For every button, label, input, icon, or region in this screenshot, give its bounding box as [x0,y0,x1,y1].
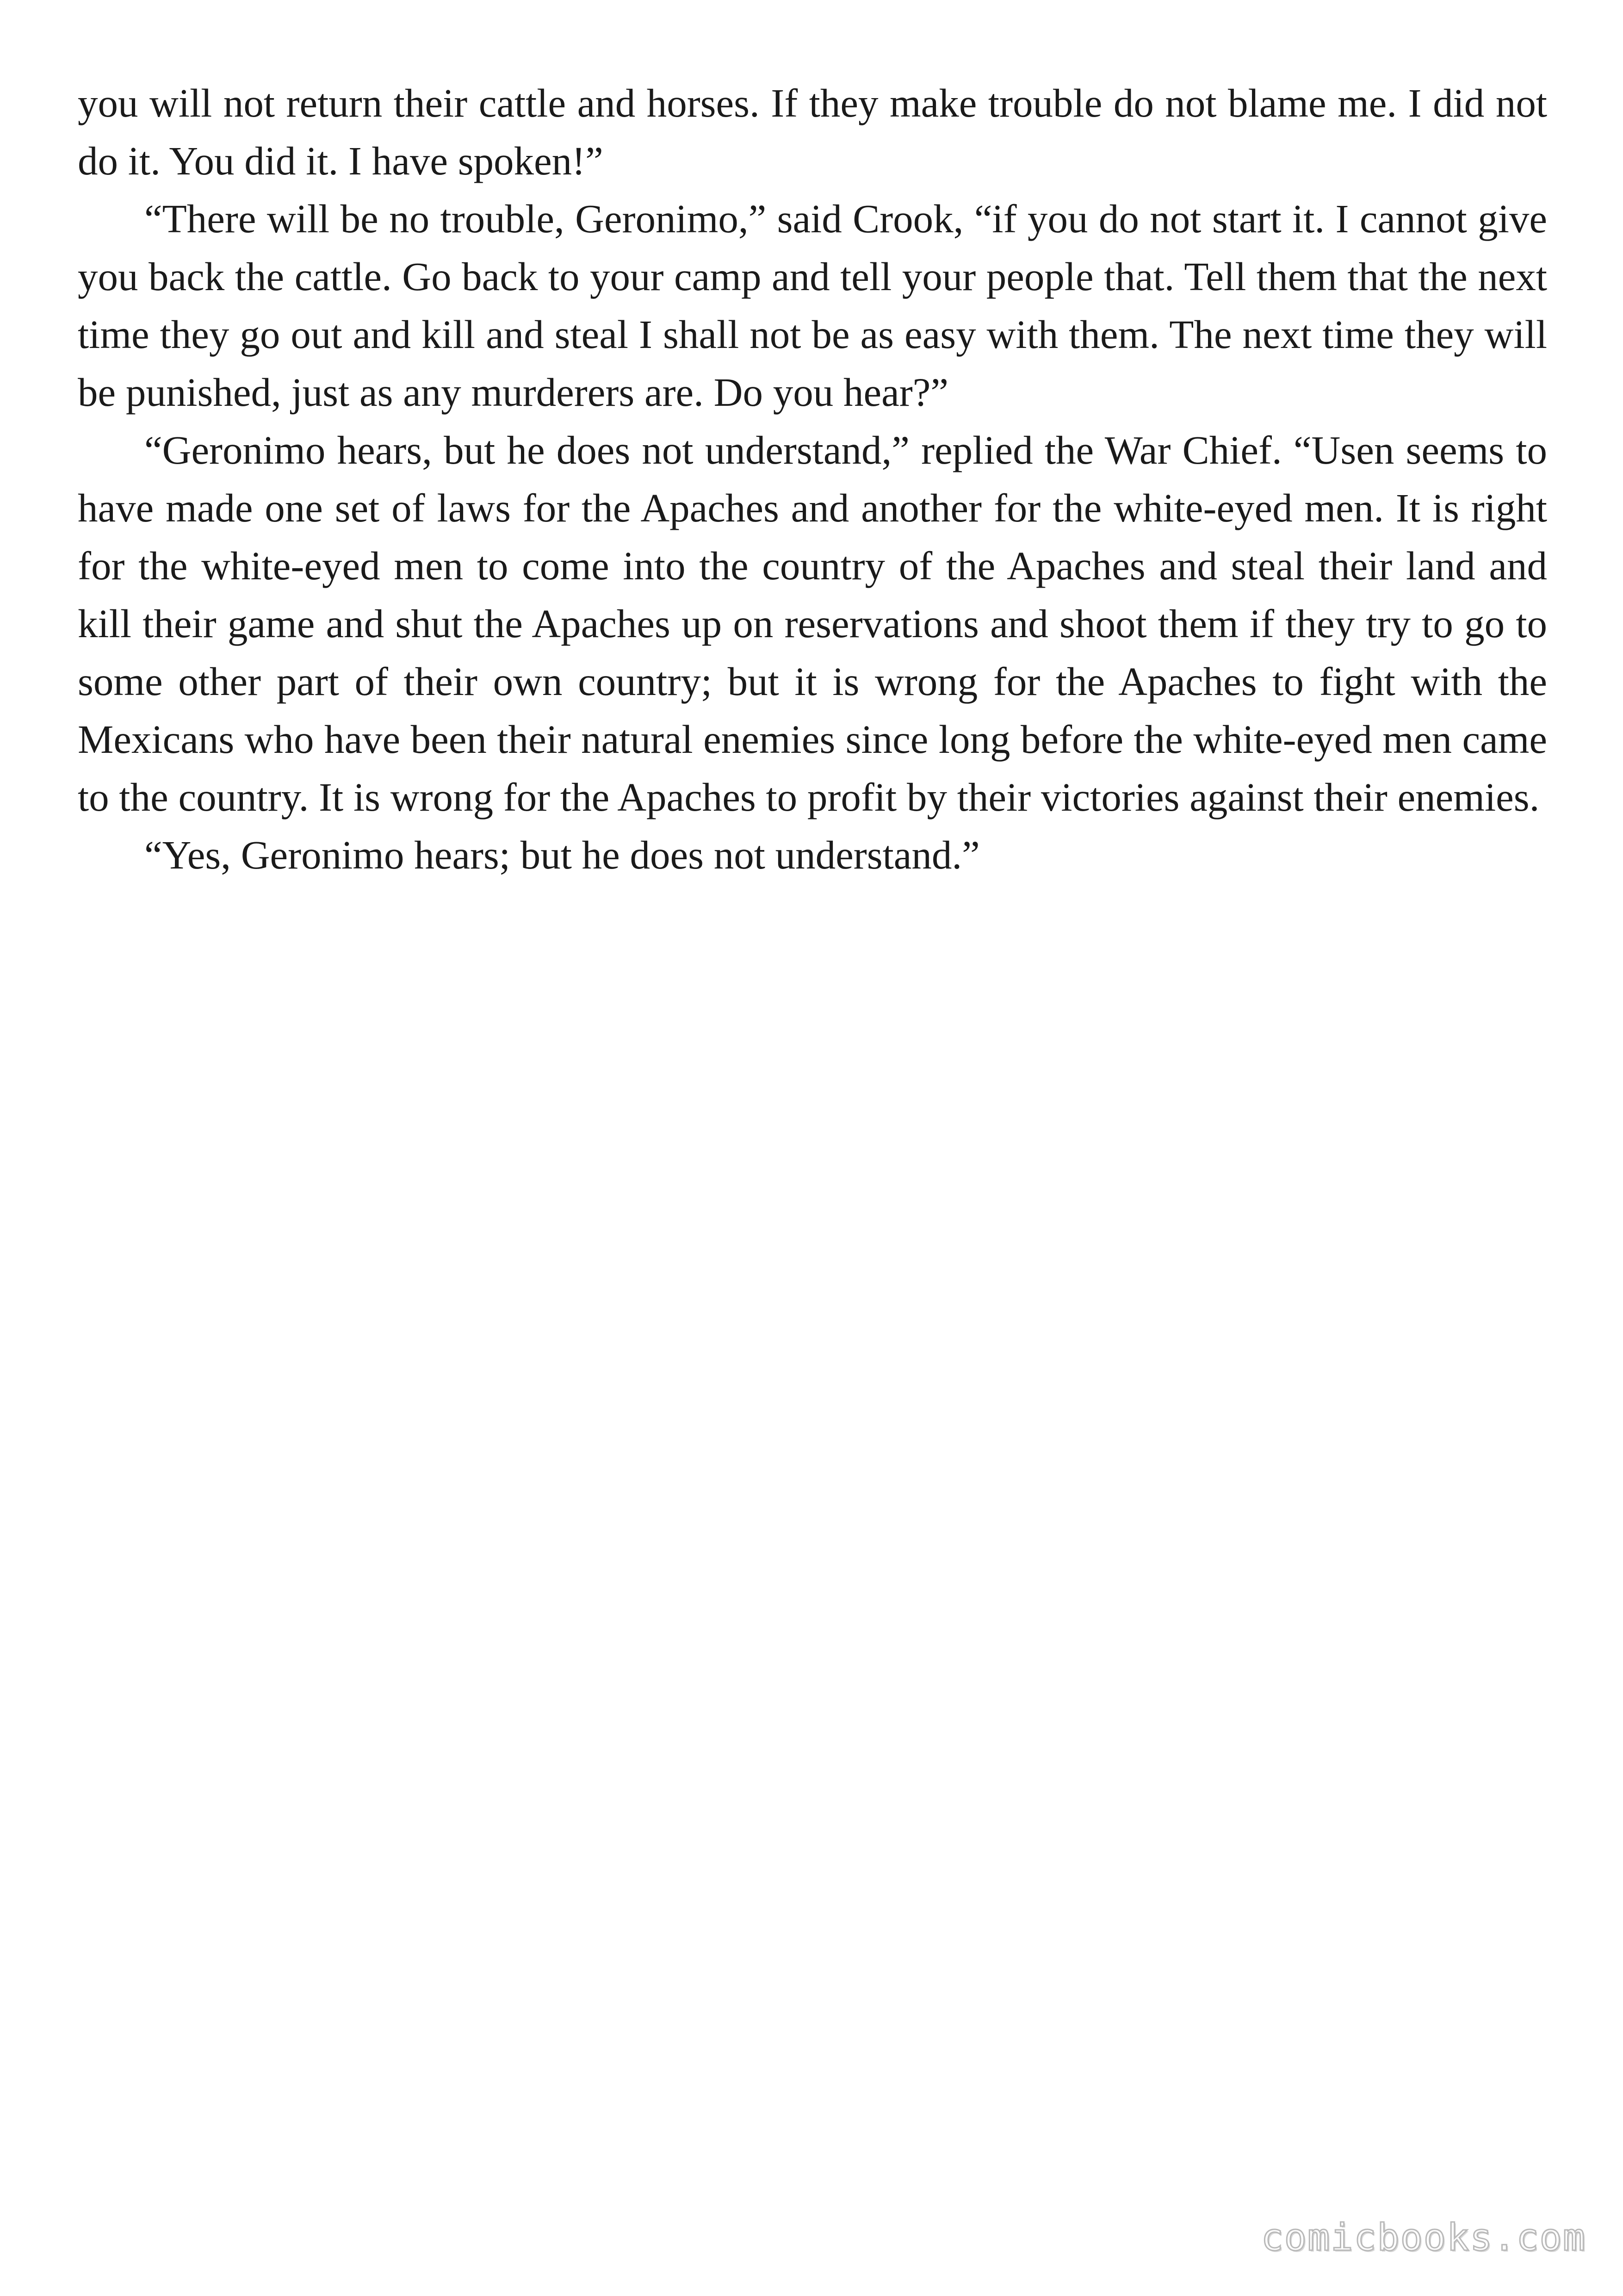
watermark-logo: comicbooks.com [1261,2216,1586,2259]
body-text [78,74,1547,884]
paragraph-crook-reply: “There will be no trouble, Geronimo,” said Crook, “if you do not start it. I cannot give you back the cattle. Go back to your camp and tell your people that. Tell them that the next time they go out and kill and steal I shall not be as easy with them. The next time they will be punished, just as any murderers are. Do you hear?” [78,196,1547,415]
paragraph-continuation: you will not return their cattle and horses. If they make trouble do not blame me. I did not do it. You did it. I have spoken!” [78,81,1547,183]
paragraph-closing-line: “Yes, Geronimo hears; but he does not understand.” [144,832,980,877]
paragraph-geronimo-response: “Geronimo hears, but he does not understand,” replied the War Chief. “Usen seems to have made one set of laws for the Apaches and another for the white-eyed men. It is right for the white-eyed men to come into the country of the Apaches and steal their land and kill their game and shut the Apaches up on reservations and shoot them if they try to go to some other part of their own country; but it is wrong for the Apaches to fight with the Mexicans who have been their natural enemies since long before the white-eyed men came to the country. It is wrong for the Apaches to profit by their victories against their enemies. [78,428,1547,819]
